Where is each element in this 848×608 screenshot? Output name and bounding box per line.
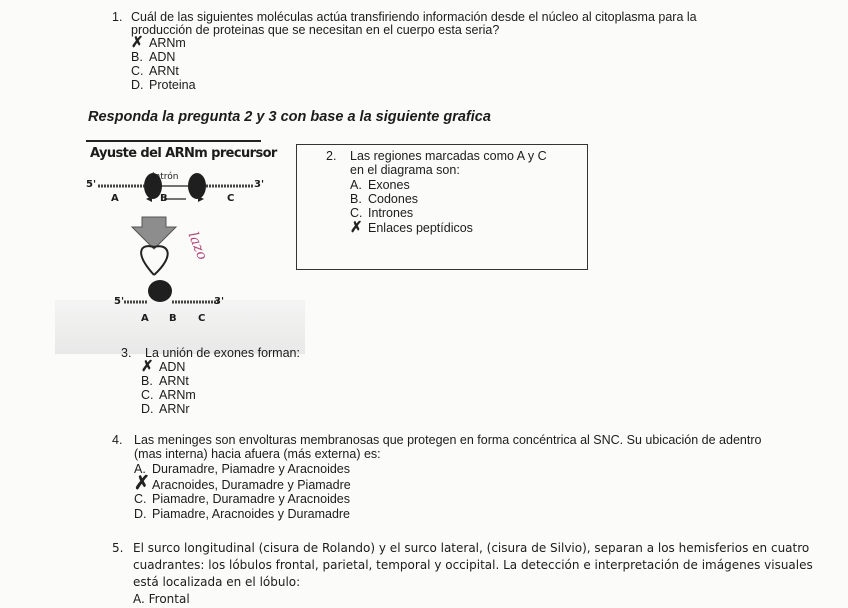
diagram-bottom-b: B [169, 313, 177, 324]
spliceosome-right-icon [188, 173, 206, 199]
q4-option-b[interactable]: ✗ Aracnoides, Duramadre y Piamadre [134, 473, 351, 494]
q5-stem-line1: El surco longitudinal (cisura de Rolando) y el surco lateral, (cisura de Silvio), separan a los hemisferios en cuatro [133, 541, 810, 555]
diagram-five-prime: 5' [86, 179, 97, 190]
q2-stem-line1: Las regiones marcadas como A y C [350, 149, 547, 163]
q3-option-b[interactable]: B. ARNt [141, 374, 189, 388]
q4-option-a[interactable]: A. Duramadre, Piamadre y Aracnoides [134, 462, 351, 476]
q1-option-c[interactable]: C. ARNt [131, 64, 179, 78]
diagram-bottom-c: C [198, 313, 206, 324]
diagram-label-c: C [227, 193, 235, 204]
answer-mark-icon: ✗ [141, 358, 154, 375]
q5-number: 5. [112, 541, 124, 555]
q4-option-d[interactable]: D. Piamadre, Aracnoides y Duramadre [134, 507, 351, 521]
diagram-bottom-a: A [141, 313, 149, 324]
diagram-label-a: A [111, 193, 119, 204]
q2-option-a[interactable]: A. Exones [350, 178, 410, 192]
q4-number: 4. [112, 433, 123, 447]
q1-option-d[interactable]: D. Proteina [131, 78, 196, 92]
handwritten-note: lazo [184, 229, 211, 263]
q3-stem: La unión de exones forman: [145, 346, 300, 360]
q5-stem-line2: cuadrantes: los lóbulos frontal, parietal, temporal y occipital. La detección e interpretación de imágenes visuales [133, 558, 813, 572]
diagram-title: Ayuste del ARNm precursor [90, 146, 277, 161]
answer-mark-icon: ✗ [134, 473, 150, 494]
diagram-bottom-five-prime: 5' [114, 296, 125, 307]
lariat-complex-icon [148, 280, 172, 302]
q4-option-c[interactable]: C. Piamadre, Duramadre y Aracnoides [134, 492, 351, 506]
q5-stem-line3: está localizada en el lóbulo: [133, 575, 301, 589]
lariat-loop-icon [141, 246, 168, 275]
q3-number: 3. [121, 346, 132, 360]
answer-mark-icon: ✗ [131, 34, 144, 51]
q1-option-b[interactable]: B. ADN [131, 50, 176, 64]
q3-option-c[interactable]: C. ARNm [141, 388, 196, 402]
q1-stem-line2: producción de proteinas que se necesitan en el cuerpo esta seria? [131, 23, 500, 37]
diagram-title-rule [86, 140, 261, 142]
q1-stem-line1: Cuál de las siguientes moléculas actúa transfiriendo información desde el núcleo al citoplasma para la [131, 10, 697, 24]
q2-stem-line2: en el diagrama son: [350, 163, 460, 177]
diagram-three-prime: 3' [254, 179, 265, 190]
q3-option-a[interactable]: ✗ ADN [141, 358, 186, 375]
q1-number: 1. [112, 10, 123, 24]
q2-option-c[interactable]: C. Intrones [350, 206, 414, 220]
q2-option-b[interactable]: B. Codones [350, 192, 419, 206]
q4-stem-line2: (mas interna) hacia afuera (más externa) es: [134, 447, 381, 461]
diagram-label-b: B [160, 193, 168, 204]
q2-option-d[interactable]: ✗ Enlaces peptídicos [350, 219, 473, 236]
q5-option-a[interactable]: A. Frontal [133, 592, 190, 606]
answer-mark-icon: ✗ [350, 219, 363, 236]
q4-stem-line1: Las meninges son envolturas membranosas que protegen en forma concéntrica al SNC. Su ubicación de adentro [134, 433, 762, 447]
q2-number: 2. [326, 149, 337, 163]
diagram-intron-label: intrón [152, 172, 179, 182]
section-heading: Responda la pregunta 2 y 3 con base a la siguiente grafica [88, 109, 491, 125]
q3-option-d[interactable]: D. ARNr [141, 402, 190, 416]
diagram-bottom-three-prime: 3' [214, 296, 225, 307]
q1-option-a[interactable]: ✗ ARNm [131, 34, 186, 51]
process-arrow-icon [132, 217, 176, 249]
